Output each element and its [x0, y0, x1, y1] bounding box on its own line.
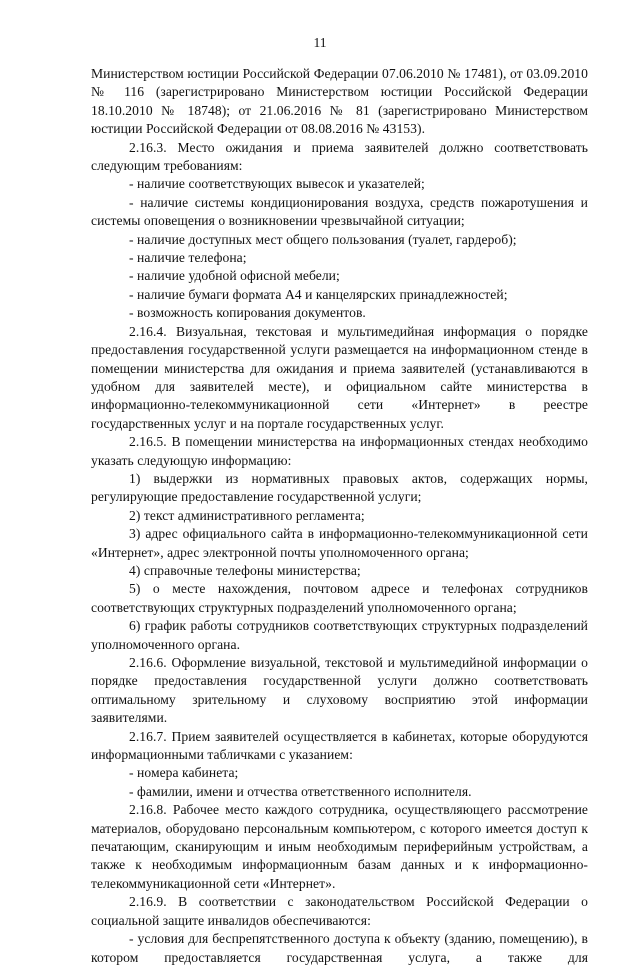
list-item: - номера кабинета; [129, 765, 239, 781]
paragraph-2-16-8: 2.16.8. Рабочее место каждого сотрудника, осуществляющего рассмотрение материалов, оборудовано персональным компьютером, с которого имеется доступ к печатающим, сканирующим и иным необходимым периферийным устройствам, а также к необходимым информационным базам данных и к информационно-телекоммуникационной сети «Интернет». [91, 802, 588, 891]
document-body [91, 65, 588, 967]
paragraph-2-16-6: 2.16.6. Оформление визуальной, текстовой и мультимедийной информации о порядке предоставления государственной услуги должно соответствовать оптимальному зрительному и слуховому восприятию этой информации заявителями. [91, 655, 588, 726]
list-item: - наличие доступных мест общего пользования (туалет, гардероб); [129, 231, 517, 247]
list-item: 2) текст административного регламента; [129, 507, 365, 523]
paragraph-2-16-7: 2.16.7. Прием заявителей осуществляется в кабинетах, которые оборудуются информационными табличками с указанием: [91, 728, 588, 763]
paragraph-2-16-3: 2.16.3. Место ожидания и приема заявителей должно соответствовать следующим требованиям: [91, 139, 588, 174]
page-number: 11 [313, 35, 327, 50]
list-item: - возможность копирования документов. [129, 305, 366, 321]
list-item: 4) справочные телефоны министерства; [129, 562, 361, 578]
list-item: - фамилии, имени и отчества ответственного исполнителя. [129, 783, 472, 799]
paragraph-continuation: Министерством юстиции Российской Федерации 07.06.2010 № 17481), от 03.09.2010 № 116 (зарегистрировано Министерством юстиции Российской Федерации 18.10.2010 № 18748); от 21.06.2016 № 81 (зарегистрировано Министерством юстиции Российской Федерации от 08.08.2016 № 43153). [91, 66, 588, 137]
list-item: - наличие системы кондиционирования воздуха, средств пожаротушения и системы оповещения о возникновении чрезвычайной ситуации; [91, 194, 588, 229]
list-item: - наличие соответствующих вывесок и указателей; [129, 176, 425, 192]
list-item: 6) график работы сотрудников соответствующих структурных подразделений уполномоченного органа. [91, 618, 588, 652]
list-item: - наличие удобной офисной мебели; [129, 268, 340, 284]
paragraph-2-16-5: 2.16.5. В помещении министерства на информационных стендах необходимо указать следующую информацию: [91, 434, 588, 468]
paragraph-2-16-4: 2.16.4. Визуальная, текстовая и мультимедийная информация о порядке предоставления государственной услуги размещается на информационном стенде в помещении министерства для ожидания и приема заявителей (устанавливаются в удобном для заявителей месте), и официальном сайте министерства в информационно-телекоммуникационной сети «Интернет» в реестре государственных услуг и на портале государственных услуг. [91, 323, 588, 431]
list-item: - наличие бумаги формата А4 и канцелярских принадлежностей; [129, 286, 508, 302]
list-item: - условия для беспрепятственного доступа к объекту (зданию, помещению), в котором предоставляется государственная услуга, а также для [91, 931, 588, 965]
list-item: 5) о месте нахождения, почтовом адресе и телефонах сотрудников соответствующих структурных подразделений уполномоченного органа; [91, 581, 588, 615]
list-item: 1) выдержки из нормативных правовых актов, содержащих нормы, регулирующие предоставление государственной услуги; [91, 470, 588, 505]
list-item: - наличие телефона; [129, 250, 247, 266]
paragraph-2-16-9: 2.16.9. В соответствии с законодательством Российской Федерации о социальной защите инвалидов обеспечиваются: [91, 894, 588, 928]
list-item: 3) адрес официального сайта в информационно-телекоммуникационной сети «Интернет», адрес электронной почты уполномоченного органа; [91, 526, 588, 560]
